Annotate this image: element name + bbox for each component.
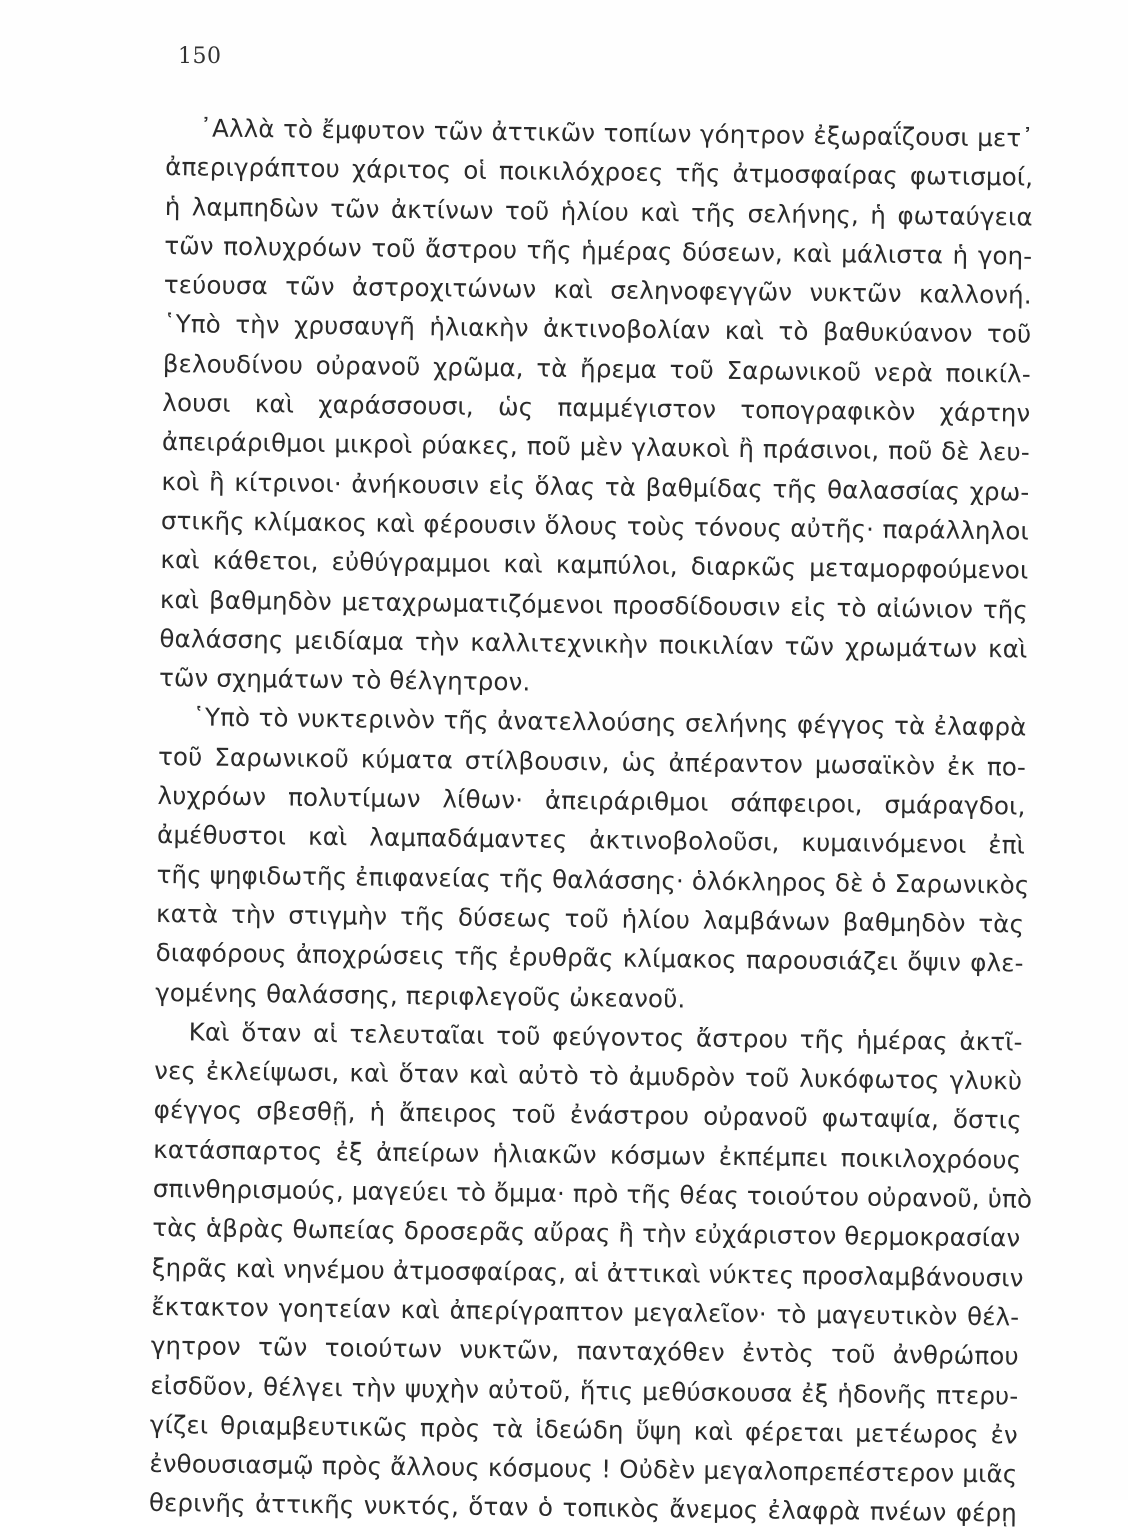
- text-line: στικῆς κλίμακος καὶ φέρουσιν ὅλους τοὺς τόνους αὐτῆς· παράλληλοι: [160, 505, 1030, 546]
- text-line: ᾿Αλλὰ τὸ ἔμφυτον τῶν ἀττικῶν τοπίων γόητρον ἐξωραΐζουσι μετ᾿: [199, 113, 1034, 153]
- text-line: βελουδίνου οὐρανοῦ χρῶμα, τὰ ἤρεμα τοῦ Σαρωνικοῦ νερὰ ποικίλ-: [162, 348, 1031, 389]
- text-line: τὰς ἁβρὰς θωπείας δροσερᾶς αὔρας ἢ τὴν εὐχάριστον θερμοκρασίαν: [152, 1213, 1021, 1253]
- text-line: ἔκτακτον γοητείαν καὶ ἀπερίγραπτον μεγαλεῖον· τὸ μαγευτικὸν θέλ-: [151, 1291, 1020, 1332]
- text-line: κατάσπαρτος ἐξ ἀπείρων ἡλιακῶν κόσμων ἐκπέμπει ποικιλοχρόους: [153, 1134, 1022, 1175]
- text-line: γίζει θριαμβευτικῶς πρὸς τὰ ἰδεώδη ὕψη καὶ φέρεται μετέωρος ἐν: [149, 1409, 1019, 1450]
- page-number: 150: [178, 44, 222, 69]
- text-line: τοῦ Σαρωνικοῦ κύματα στίλβουσιν, ὡς ἀπέραντον μωσαϊκὸν ἐκ πο-: [157, 741, 1027, 782]
- text-line: τῶν σχημάτων τὸ θέλγητρον.: [158, 663, 531, 697]
- text-line: τεύουσα τῶν ἀστροχιτώνων καὶ σεληνοφεγγῶν νυκτῶν καλλονή.: [163, 270, 1032, 310]
- text-line: ἡ λαμπηδὼν τῶν ἀκτίνων τοῦ ἡλίου καὶ τῆς σελήνης, ἡ φωταύγεια: [164, 191, 1033, 232]
- text-line: καὶ κάθετοι, εὐθύγραμμοι καὶ καμπύλοι, διαρκῶς μεταμορφούμενοι: [160, 545, 1029, 585]
- text-line: λουσι καὶ χαράσσουσι, ὡς παμμέγιστον τοπογραφικὸν χάρτην: [162, 388, 1031, 428]
- text-line: Καὶ ὅταν αἱ τελευταῖαι τοῦ φεύγοντος ἄστρου τῆς ἡμέρας ἀκτῖ-: [188, 1017, 1023, 1057]
- text-line: γομένης θαλάσσης, περιφλεγοῦς ὠκεανοῦ.: [155, 977, 686, 1013]
- text-line: ἀμέθυστοι καὶ λαμπαδάμαντες ἀκτινοβολοῦσι, κυμαινόμενοι ἐπὶ: [156, 820, 1026, 860]
- text-line: ῾Υπὸ τὴν χρυσαυγῆ ἡλιακὴν ἀκτινοβολίαν καὶ τὸ βαθυκύανον τοῦ: [163, 309, 1032, 350]
- text-line: ἀπειράριθμοι μικροὶ ρύακες, ποῦ μὲν γλαυκοὶ ἢ πράσινοι, ποῦ δὲ λευ-: [161, 427, 1031, 467]
- text-line: νες ἐκλείψωσι, καὶ ὅταν καὶ αὐτὸ τὸ ἀμυδρὸν τοῦ λυκόφωτος γλυκὺ: [154, 1056, 1023, 1096]
- text-line: διαφόρους ἀποχρώσεις τῆς ἐρυθρᾶς κλίμακος παρουσιάζει ὄψιν φλε-: [155, 938, 1024, 978]
- text-line: τῆς ψηφιδωτῆς ἐπιφανείας τῆς θαλάσσης· ὁλόκληρος δὲ ὁ Σαρωνικὸς: [156, 859, 1030, 900]
- text-line: σπινθηρισμούς, μαγεύει τὸ ὄμμα· πρὸ τῆς θέας τοιούτου οὐρανοῦ, ὑπὸ: [152, 1173, 1033, 1214]
- text-line: θερινῆς ἀττικῆς νυκτός, ὅταν ὁ τοπικὸς ἄνεμος ἐλαφρὰ πνέων φέρῃ: [148, 1488, 1018, 1528]
- text-line: ἐνθουσιασμῷ πρὸς ἄλλους κόσμους ! Οὐδὲν μεγαλοπρεπέστερον μιᾶς: [149, 1448, 1018, 1489]
- text-line: γητρον τῶν τοιούτων νυκτῶν, πανταχόθεν ἐντὸς τοῦ ἀνθρώπου: [150, 1331, 1019, 1371]
- text-line: κοὶ ἢ κίτρινοι· ἀνήκουσιν εἰς ὅλας τὰ βαθμίδας τῆς θαλασσίας χρω-: [161, 466, 1030, 507]
- text-line: ξηρᾶς καὶ νηνέμου ἀτμοσφαίρας, αἱ ἀττικαὶ νύκτες προσλαμβάνουσιν: [151, 1252, 1024, 1293]
- body-text: [149, 108, 1034, 1533]
- text-line: ῾Υπὸ τὸ νυκτερινὸν τῆς ἀνατελλούσης σελήνης φέγγος τὰ ἐλαφρὰ: [192, 702, 1027, 743]
- text-line: τῶν πολυχρόων τοῦ ἄστρου τῆς ἡμέρας δύσεων, καὶ μάλιστα ἡ γοη-: [164, 230, 1033, 271]
- text-line: καὶ βαθμηδὸν μεταχρωματιζόμενοι προσδίδουσιν εἰς τὸ αἰώνιον τῆς: [159, 584, 1029, 625]
- text-line: θαλάσσης μειδίαμα τὴν καλλιτεχνικὴν ποικιλίαν τῶν χρωμάτων καὶ: [159, 623, 1028, 664]
- text-line: φέγγος σβεσθῇ, ἡ ἄπειρος τοῦ ἐνάστρου οὐρανοῦ φωταψία, ὅστις: [153, 1095, 1022, 1135]
- text-line: λυχρόων πολυτίμων λίθων· ἀπειράριθμοι σάπφειροι, σμάραγδοι,: [157, 780, 1026, 821]
- text-line: εἰσδῦον, θέλγει τὴν ψυχὴν αὐτοῦ, ἥτις μεθύσκουσα ἐξ ἡδονῆς πτερυ-: [150, 1370, 1019, 1411]
- text-line: ἀπεριγράπτου χάριτος οἱ ποικιλόχροες τῆς ἀτμοσφαίρας φωτισμοί,: [165, 152, 1034, 192]
- text-line: κατὰ τὴν στιγμὴν τῆς δύσεως τοῦ ἡλίου λαμβάνων βαθμηδὸν τὰς: [155, 898, 1025, 939]
